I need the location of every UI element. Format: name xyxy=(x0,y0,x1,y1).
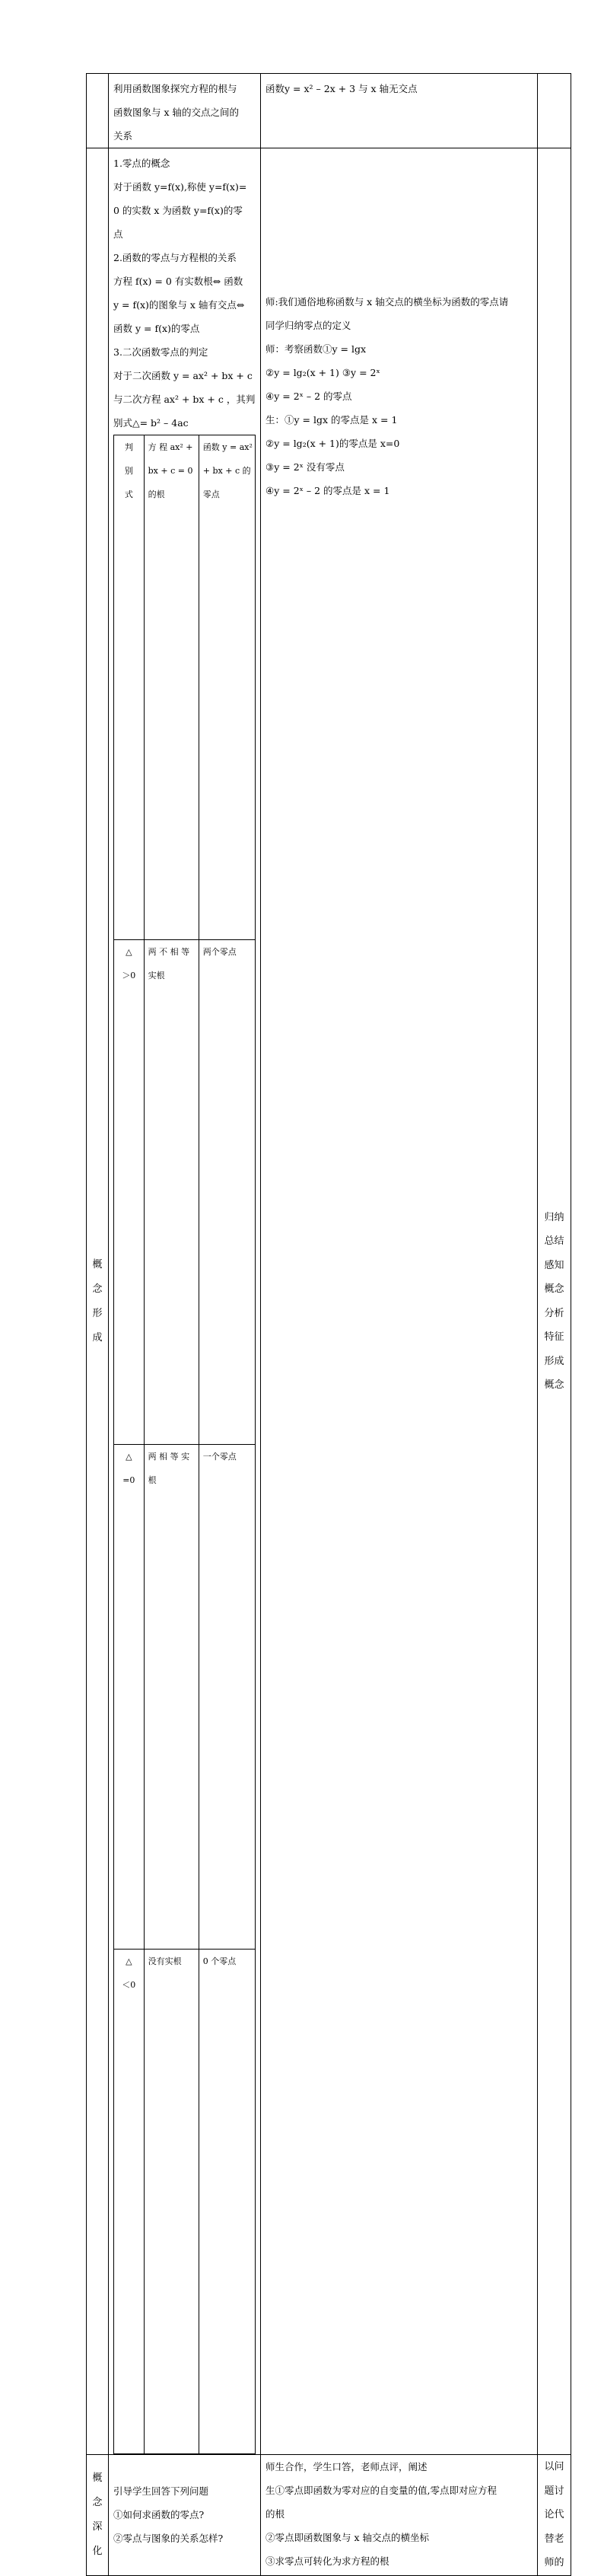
table-cell: 一个零点 xyxy=(199,1445,255,1950)
row1-content-cell xyxy=(109,74,261,148)
text-line: 生：①y = lgx 的零点是 x = 1 xyxy=(265,414,398,426)
text-line: 对于二次函数 y = ax² + bx + c xyxy=(113,370,253,381)
concept-content-cell xyxy=(109,148,261,2455)
table-cell: 两个零点 xyxy=(199,940,255,1445)
table-row-concept-formation xyxy=(87,148,571,2455)
text-line: 同学归纳零点的定义 xyxy=(265,320,351,331)
text-line: 引导学生回答下列问题 xyxy=(113,2485,209,2498)
text-line: ②y = lg₂(x + 1) ③y = 2ˣ xyxy=(265,367,380,378)
text-line: 0 的实数 x 为函数 y=f(x)的零 xyxy=(113,205,243,216)
text-line: ④y = 2ˣ – 2 的零点是 x = 1 xyxy=(265,485,390,496)
section-label-concept-deepening: 概 念 深 化 xyxy=(87,2455,109,2576)
table-cell: △ =0 xyxy=(114,1445,145,1950)
text-line: 关系 xyxy=(113,130,133,142)
text-line: ③求零点可转化为求方程的根 xyxy=(265,2555,389,2567)
table-header-cell: 判 别 式 xyxy=(114,435,145,940)
table-row xyxy=(114,940,256,1445)
lesson-plan-table xyxy=(86,73,571,2576)
table-cell: 0 个零点 xyxy=(199,1950,255,2454)
text-line: 别式△= b² – 4ac xyxy=(113,417,189,429)
row1-label-cell xyxy=(87,74,109,148)
text-line: 师:我们通俗地称函数与 x 轴交点的横坐标为函数的零点请 xyxy=(265,296,509,308)
text-line: 对于函数 y=f(x),称使 y=f(x)= xyxy=(113,181,247,193)
text-line: ②零点与图象的关系怎样? xyxy=(113,2533,224,2545)
concept-intent-cell: 归纳 总结 感知 概念 分析 特征 形成 概念 xyxy=(538,148,571,2455)
text-line: 函数图象与 x 轴的交点之间的 xyxy=(113,107,239,118)
text-line: 1.零点的概念 xyxy=(113,158,170,169)
table-cell: △ ＞0 xyxy=(114,940,145,1445)
text-line: 方程 f(x) = 0 有实数根⇔ 函数 xyxy=(113,276,243,287)
table-row xyxy=(114,1950,256,2454)
text-line: ②零点即函数图象与 x 轴交点的横坐标 xyxy=(265,2532,429,2543)
deepening-activity-cell xyxy=(261,2455,538,2576)
text-line: 师生合作，学生口答，老师点评，阐述 xyxy=(265,2461,428,2472)
concept-activity-cell xyxy=(261,148,538,2455)
discriminant-table xyxy=(113,435,256,2454)
text-line: 师：考察函数①y = lgx xyxy=(265,343,367,355)
table-cell: 两 相 等 实 根 xyxy=(144,1445,199,1950)
text-line: 函数 y = f(x)的零点 xyxy=(113,323,200,334)
row1-intent-cell xyxy=(538,74,571,148)
text-line: ③y = 2ˣ 没有零点 xyxy=(265,461,345,473)
row1-activity-cell xyxy=(261,74,538,148)
deepening-content-cell xyxy=(109,2455,261,2576)
table-cell: 两 不 相 等 实根 xyxy=(144,940,199,1445)
text-line: 点 xyxy=(113,228,123,240)
text-line: ①如何求函数的零点? xyxy=(113,2509,205,2521)
deepening-intent-cell: 以问 题讨 论代 替老 师的 xyxy=(538,2455,571,2576)
text-line: ②y = lg₂(x + 1)的零点是 x=0 xyxy=(265,438,400,449)
text-line: 利用函数图象探究方程的根与 xyxy=(113,83,237,94)
text-line: 生①零点即函数为零对应的自变量的值,零点即对应方程 xyxy=(265,2485,497,2496)
text-line: 2.函数的零点与方程根的关系 xyxy=(113,252,237,263)
text-line: 3.二次函数零点的判定 xyxy=(113,346,208,358)
text-line: 函数y = x² – 2x + 3 与 x 轴无交点 xyxy=(265,83,418,94)
text-line: 的根 xyxy=(265,2508,285,2520)
table-row xyxy=(114,435,256,940)
table-row xyxy=(114,1445,256,1950)
text-line: 与二次方程 ax² + bx + c ，其判 xyxy=(113,394,256,405)
table-header-cell: 函数 y = ax² + bx + c 的 零点 xyxy=(199,435,255,940)
table-cell: 没有实根 xyxy=(144,1950,199,2454)
table-cell: △ ＜0 xyxy=(114,1950,145,2454)
table-row-relation xyxy=(87,74,571,148)
table-header-cell: 方 程 ax² + bx + c = 0 的根 xyxy=(144,435,199,940)
section-label-concept-formation: 概 念 形 成 xyxy=(87,148,109,2455)
text-line: ④y = 2ˣ – 2 的零点 xyxy=(265,391,352,402)
text-line: y = f(x)的图象与 x 轴有交点⇔ xyxy=(113,299,245,311)
table-row-concept-deepening xyxy=(87,2455,571,2576)
